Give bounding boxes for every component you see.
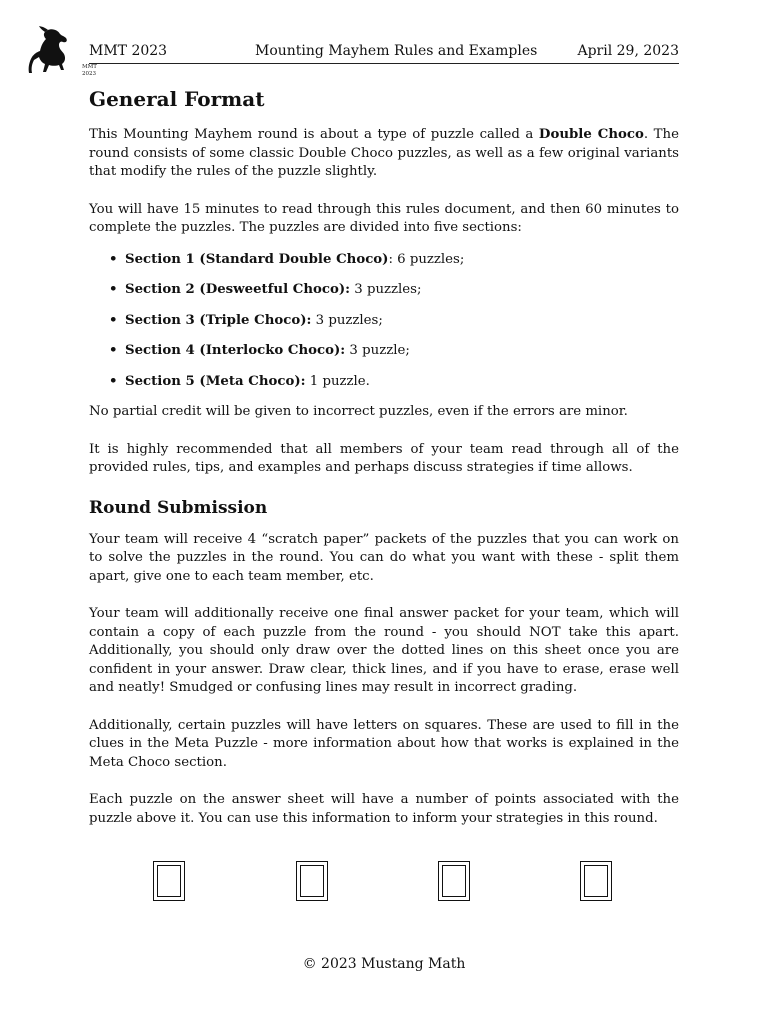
intro-text-post: . The round consists of some classic Double Choco puzzles, as well as a few original variants that modify the rules of the puzzle slightly. (89, 127, 679, 179)
section-item (109, 251, 679, 270)
section-label: Section 2 (Desweetful Choco): (125, 282, 351, 297)
running-header (89, 41, 679, 64)
logo-text-line-1: MMT (82, 64, 97, 70)
partial-credit-paragraph: No partial credit will be given to incorrect puzzles, even if the errors are minor. (89, 404, 628, 419)
frame-box (153, 861, 185, 901)
logo-text-line-2: 2023 (82, 71, 96, 77)
recommendation-paragraph: It is highly recommended that all members of your team read through all of the provided rules, tips, and examples and perhaps discuss strategies if time allows. (89, 441, 679, 475)
header-date: April 29, 2023 (577, 43, 679, 59)
section-item (109, 373, 679, 392)
header-title: Mounting Mayhem Rules and Examples (255, 43, 538, 59)
section-label: Section 4 (Interlocko Choco): (125, 343, 346, 358)
intro-paragraph (89, 126, 679, 182)
section-count: 1 puzzle. (305, 373, 370, 389)
section-item (109, 281, 679, 300)
section-count: 3 puzzles; (311, 312, 383, 328)
timing-paragraph: You will have 15 minutes to read through this rules document, and then 60 minutes to complete the puzzles. The puzzles are divided into five sections: (89, 201, 679, 235)
horse-icon (28, 26, 80, 82)
header-left: MMT 2023 (89, 43, 168, 59)
section-item (109, 342, 679, 361)
frame-box (438, 861, 470, 901)
decorative-boxes (0, 861, 768, 905)
mustang-logo (28, 26, 97, 82)
intro-text-pre: This Mounting Mayhem round is about a type of puzzle called a (89, 127, 539, 142)
answer-packet-paragraph: Your team will additionally receive one final answer packet for your team, which will contain a copy of each puzzle from the round - you should NOT take this apart. Additionally, you should only draw over the dotted lines on this sheet once you are confident in your answer. Draw clear, thick lines, and if you have to erase, erase well and neatly! Smudged or confusing lines may result in incorrect grading. (89, 606, 679, 695)
main-content (89, 86, 679, 847)
sections-list (109, 251, 679, 392)
frame-box (296, 861, 328, 901)
section-label: Section 5 (Meta Choco): (125, 373, 306, 389)
section-count: 3 puzzles; (350, 282, 422, 297)
section-item (109, 312, 679, 331)
intro-text-bold: Double Choco (538, 127, 644, 142)
section-count: 3 puzzle; (345, 343, 410, 358)
copyright-footer: © 2023 Mustang Math (302, 956, 466, 972)
section-label: Section 1 (Standard Double Choco) (125, 251, 389, 267)
round-submission-heading: Round Submission (89, 497, 268, 518)
general-format-heading: General Format (89, 87, 265, 111)
section-label: Section 3 (Triple Choco): (125, 312, 312, 328)
points-paragraph: Each puzzle on the answer sheet will have a number of points associated with the puzzle above it. You can use this information to inform your strategies in this round. (89, 792, 679, 826)
section-count: : 6 puzzles; (388, 251, 465, 267)
frame-box (580, 861, 612, 901)
scratch-paper-paragraph: Your team will receive 4 “scratch paper” packets of the puzzles that you can work on to solve the puzzles in the round. You can do what you want with these - split them apart, give one to each team member, etc. (89, 531, 679, 584)
meta-letters-paragraph: Additionally, certain puzzles will have letters on squares. These are used to fill in the clues in the Meta Puzzle - more information about how that works is explained in the Meta Choco section. (89, 717, 679, 770)
